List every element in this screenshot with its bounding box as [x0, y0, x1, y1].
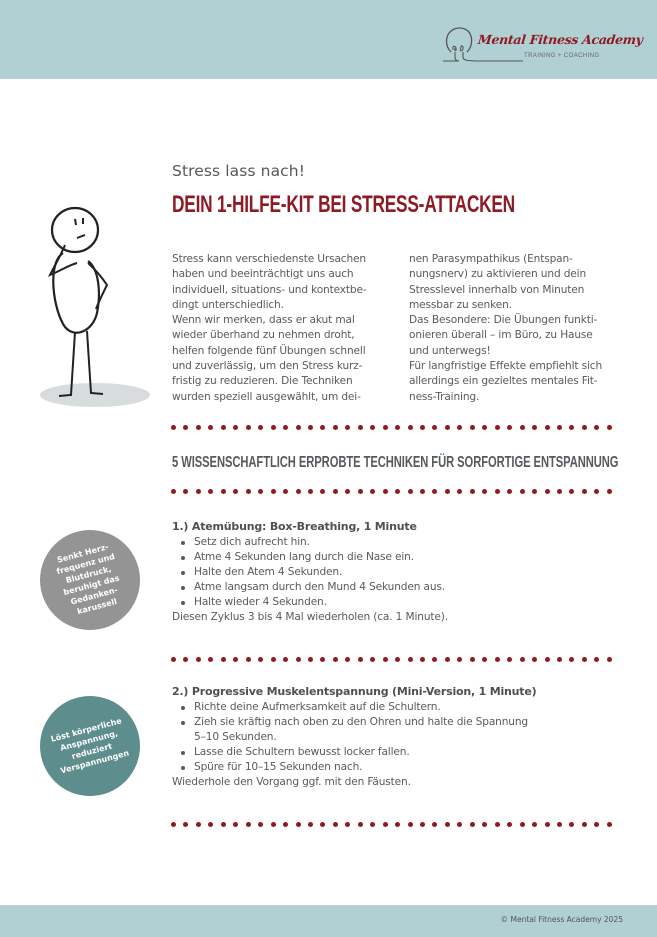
exercise-step: Setz dich aufrecht hin.	[172, 535, 448, 550]
divider-dot	[320, 822, 325, 827]
divider-dot	[271, 822, 276, 827]
divider-dot	[183, 489, 188, 494]
dotted-divider	[171, 425, 616, 433]
intro-line: messbar zu senken.	[409, 298, 512, 311]
intro-line: helfen folgende fünf Übungen schnell	[172, 344, 366, 357]
divider-dot	[183, 822, 188, 827]
exercise-steps	[172, 535, 448, 610]
divider-dot	[445, 657, 450, 662]
intro-line: Das Besondere: Die Übungen funkti-	[409, 314, 598, 327]
divider-dot	[283, 489, 288, 494]
divider-dot	[457, 822, 462, 827]
divider-dot	[221, 657, 226, 662]
divider-dot	[557, 425, 562, 430]
divider-dot	[545, 489, 550, 494]
divider-dot	[258, 657, 263, 662]
divider-dot	[383, 822, 388, 827]
divider-dot	[171, 425, 176, 430]
divider-dot	[470, 425, 475, 430]
intro-line: ness-Training.	[409, 390, 480, 403]
exercise-step	[172, 715, 536, 745]
exercise-step: Richte deine Aufmerksamkeit auf die Schultern.	[172, 700, 536, 715]
divider-dot	[432, 822, 437, 827]
intro-line: Für langfristige Effekte empfiehlt sich	[409, 360, 603, 373]
divider-dot	[520, 657, 525, 662]
divider-dot	[569, 425, 574, 430]
divider-dot	[196, 822, 201, 827]
divider-dot	[420, 425, 425, 430]
divider-dot	[308, 425, 313, 430]
divider-dot	[208, 489, 213, 494]
divider-dot	[507, 822, 512, 827]
divider-dot	[520, 822, 525, 827]
divider-dot	[296, 657, 301, 662]
divider-dot	[246, 822, 251, 827]
exercise-step: Halte den Atem 4 Sekunden.	[172, 565, 448, 580]
divider-dot	[333, 425, 338, 430]
divider-dot	[258, 489, 263, 494]
dotted-divider	[171, 657, 616, 665]
divider-dot	[470, 657, 475, 662]
divider-dot	[420, 657, 425, 662]
divider-dot	[370, 489, 375, 494]
divider-dot	[370, 657, 375, 662]
divider-dot	[507, 425, 512, 430]
divider-dot	[607, 657, 612, 662]
divider-dot	[445, 489, 450, 494]
divider-dot	[607, 425, 612, 430]
divider-dot	[495, 489, 500, 494]
divider-dot	[445, 822, 450, 827]
divider-dot	[283, 822, 288, 827]
divider-dot	[283, 657, 288, 662]
intro-line: wieder überhand zu nehmen droht,	[172, 329, 355, 342]
exercise-step: Spüre für 10–15 Sekunden nach.	[172, 760, 536, 775]
divider-dot	[345, 489, 350, 494]
divider-dot	[495, 425, 500, 430]
divider-dot	[408, 822, 413, 827]
divider-dot	[520, 425, 525, 430]
divider-dot	[320, 489, 325, 494]
intro-line: Stresslevel innerhalb von Minuten	[409, 283, 585, 296]
divider-dot	[545, 425, 550, 430]
divider-dot	[582, 822, 587, 827]
benefit-badge-text: Senkt Herz- frequenz und Blutdruck, beruhigt das Gedanken- karussell	[55, 542, 121, 617]
benefit-badge	[40, 530, 140, 630]
divider-dot	[569, 822, 574, 827]
divider-dot	[457, 489, 462, 494]
divider-dot	[233, 425, 238, 430]
divider-dot	[333, 657, 338, 662]
exercise-step-continuation: 5–10 Sekunden.	[194, 731, 277, 743]
divider-dot	[582, 425, 587, 430]
intro-text-right-column	[409, 252, 624, 405]
divider-dot	[183, 425, 188, 430]
divider-dot	[283, 425, 288, 430]
logo-name: Mental Fitness Academy	[477, 32, 644, 47]
divider-dot	[208, 425, 213, 430]
divider-dot	[607, 489, 612, 494]
divider-dot	[594, 425, 599, 430]
intro-line: und unterwegs!	[409, 344, 491, 357]
divider-dot	[395, 822, 400, 827]
exercise-closing: Wiederhole den Vorgang ggf. mit den Fäusten.	[172, 776, 411, 788]
divider-dot	[221, 489, 226, 494]
exercise-title: 1.) Atemübung: Box-Breathing, 1 Minute	[172, 520, 417, 533]
divider-dot	[607, 822, 612, 827]
divider-dot	[545, 657, 550, 662]
divider-dot	[532, 425, 537, 430]
divider-dot	[495, 657, 500, 662]
divider-dot	[296, 489, 301, 494]
divider-dot	[333, 822, 338, 827]
intro-line: fristig zu reduzieren. Die Techniken	[172, 375, 353, 388]
divider-dot	[383, 425, 388, 430]
divider-dot	[196, 489, 201, 494]
divider-dot	[296, 425, 301, 430]
divider-dot	[271, 657, 276, 662]
divider-dot	[345, 822, 350, 827]
divider-dot	[246, 489, 251, 494]
divider-dot	[420, 822, 425, 827]
exercise-step-text: Zieh sie kräftig nach oben zu den Ohren und halte die Spannung	[194, 716, 529, 728]
divider-dot	[395, 489, 400, 494]
divider-dot	[408, 657, 413, 662]
divider-dot	[308, 489, 313, 494]
divider-dot	[383, 657, 388, 662]
intro-line: nungsnerv) zu aktivieren und dein	[409, 268, 587, 281]
divider-dot	[221, 425, 226, 430]
divider-dot	[233, 657, 238, 662]
exercise-step: Halte wieder 4 Sekunden.	[172, 595, 448, 610]
exercise-step: Atme 4 Sekunden lang durch die Nase ein.	[172, 550, 448, 565]
divider-dot	[358, 489, 363, 494]
divider-dot	[345, 657, 350, 662]
divider-dot	[432, 425, 437, 430]
intro-line: und zuverlässig, um den Stress kurz-	[172, 360, 363, 373]
divider-dot	[246, 425, 251, 430]
divider-dot	[582, 657, 587, 662]
divider-dot	[557, 822, 562, 827]
intro-line: Stress kann verschiedenste Ursachen	[172, 253, 366, 265]
dotted-divider	[171, 489, 616, 497]
intro-line: Wenn wir merken, dass er akut mal	[172, 314, 355, 327]
divider-dot	[532, 822, 537, 827]
copyright-text: © Mental Fitness Academy 2025	[500, 915, 623, 924]
divider-dot	[557, 657, 562, 662]
intro-line: dingt unterschiedlich.	[172, 298, 284, 311]
divider-dot	[395, 657, 400, 662]
exercise-steps	[172, 700, 536, 775]
divider-dot	[271, 425, 276, 430]
intro-line: onieren überall – im Büro, zu Hause	[409, 329, 593, 342]
divider-dot	[395, 425, 400, 430]
divider-dot	[532, 489, 537, 494]
divider-dot	[196, 425, 201, 430]
divider-dot	[582, 489, 587, 494]
divider-dot	[482, 425, 487, 430]
divider-dot	[408, 425, 413, 430]
exercise-muscle-relaxation	[172, 684, 536, 790]
exercise-box-breathing	[172, 519, 448, 625]
divider-dot	[383, 489, 388, 494]
divider-dot	[208, 822, 213, 827]
divider-dot	[296, 822, 301, 827]
divider-dot	[183, 657, 188, 662]
divider-dot	[246, 657, 251, 662]
divider-dot	[171, 489, 176, 494]
divider-dot	[545, 822, 550, 827]
divider-dot	[594, 822, 599, 827]
divider-dot	[320, 425, 325, 430]
divider-dot	[445, 425, 450, 430]
divider-dot	[233, 489, 238, 494]
logo-tagline: TRAINING + COACHING	[524, 53, 600, 59]
page-subtitle: Stress lass nach!	[172, 162, 306, 180]
divider-dot	[532, 657, 537, 662]
divider-dot	[308, 657, 313, 662]
exercise-title: 2.) Progressive Muskelentspannung (Mini-Version, 1 Minute)	[172, 685, 537, 698]
intro-line: haben und beeinträchtigt uns auch	[172, 268, 354, 281]
divider-dot	[258, 822, 263, 827]
benefit-badge	[40, 696, 140, 796]
divider-dot	[370, 822, 375, 827]
divider-dot	[196, 657, 201, 662]
divider-dot	[358, 822, 363, 827]
divider-dot	[520, 489, 525, 494]
divider-dot	[233, 822, 238, 827]
thinking-stick-figure-illustration	[35, 205, 155, 415]
divider-dot	[470, 822, 475, 827]
divider-dot	[420, 489, 425, 494]
divider-dot	[171, 657, 176, 662]
divider-dot	[432, 657, 437, 662]
page-title: DEIN 1-HILFE-KIT BEI STRESS-ATTACKEN	[172, 191, 515, 218]
section-heading: 5 WISSENSCHAFTLICH ERPROBTE TECHNIKEN FÜR SORFORTIGE ENTSPANNUNG	[172, 454, 619, 471]
exercise-step: Atme langsam durch den Mund 4 Sekunden aus.	[172, 580, 448, 595]
exercise-step: Lasse die Schultern bewusst locker fallen.	[172, 745, 536, 760]
divider-dot	[507, 489, 512, 494]
divider-dot	[258, 425, 263, 430]
divider-dot	[345, 425, 350, 430]
benefit-badge-text: Löst körperliche Anspannung, reduziert Verspannungen	[49, 716, 130, 776]
divider-dot	[320, 657, 325, 662]
divider-dot	[370, 425, 375, 430]
intro-line: individuell, situations- und kontextbe-	[172, 283, 367, 296]
exercise-closing: Diesen Zyklus 3 bis 4 Mal wiederholen (ca. 1 Minute).	[172, 611, 448, 623]
divider-dot	[569, 657, 574, 662]
divider-dot	[221, 822, 226, 827]
divider-dot	[594, 657, 599, 662]
divider-dot	[171, 822, 176, 827]
dotted-divider	[171, 822, 616, 830]
divider-dot	[470, 489, 475, 494]
divider-dot	[495, 822, 500, 827]
intro-line: nen Parasympathikus (Entspan-	[409, 253, 573, 265]
divider-dot	[208, 657, 213, 662]
intro-line: wurden speziell ausgewählt, um dei-	[172, 390, 361, 403]
intro-line: allerdings ein gezieltes mentales Fit-	[409, 375, 598, 388]
intro-text-left-column	[172, 252, 387, 405]
divider-dot	[507, 657, 512, 662]
divider-dot	[482, 822, 487, 827]
divider-dot	[333, 489, 338, 494]
divider-dot	[308, 822, 313, 827]
divider-dot	[457, 657, 462, 662]
brand-logo	[441, 24, 644, 64]
divider-dot	[358, 425, 363, 430]
divider-dot	[569, 489, 574, 494]
divider-dot	[557, 489, 562, 494]
divider-dot	[432, 489, 437, 494]
divider-dot	[408, 489, 413, 494]
divider-dot	[457, 425, 462, 430]
divider-dot	[358, 657, 363, 662]
divider-dot	[482, 489, 487, 494]
divider-dot	[594, 489, 599, 494]
divider-dot	[271, 489, 276, 494]
divider-dot	[482, 657, 487, 662]
